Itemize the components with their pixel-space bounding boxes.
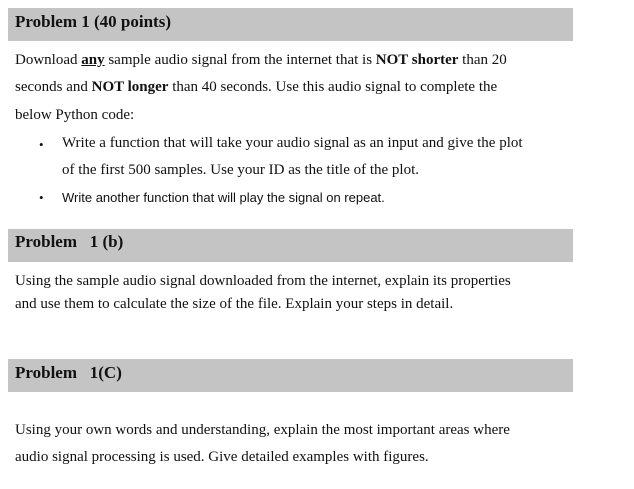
problem-1-line-3: below Python code: <box>15 107 135 123</box>
emphasis-not-shorter: NOT shorter <box>375 52 459 68</box>
problem-1c-heading <box>8 359 573 392</box>
problem-1b-line-1: Using the sample audio signal downloaded from the internet, explain its properties <box>15 273 511 289</box>
problem-1c-heading-text: Problem 1(C) <box>15 363 122 382</box>
text-segment: than 40 seconds. Use this audio signal to complete the <box>168 79 498 95</box>
emphasis-any: any <box>81 52 105 68</box>
bullet-1-line-b: of the first 500 samples. Use your ID as the title of the plot. <box>62 162 420 178</box>
problem-1c-line-1: Using your own words and understanding, explain the most important areas where <box>15 422 510 438</box>
bullet-2-line-a: Write another function that will play the signal on repeat. <box>62 190 385 205</box>
bullet-1-line-a: Write a function that will take your audio signal as an input and give the plot <box>62 135 523 151</box>
bullet-marker: • <box>39 137 44 152</box>
text-segment: Download <box>15 52 82 68</box>
text-segment: sample audio signal from the internet that is <box>104 52 376 68</box>
bullet-marker: • <box>39 190 44 205</box>
problem-1-heading-text: Problem 1 (40 points) <box>15 12 171 31</box>
text-segment: seconds and <box>15 79 92 95</box>
problem-1-line-2 <box>15 79 497 96</box>
emphasis-not-longer: NOT longer <box>91 79 169 95</box>
text-segment: than 20 <box>458 52 507 68</box>
problem-1c-line-2: audio signal processing is used. Give detailed examples with figures. <box>15 449 429 465</box>
problem-1b-line-2: and use them to calculate the size of the file. Explain your steps in detail. <box>15 296 454 312</box>
problem-1b-heading <box>8 229 573 262</box>
problem-1-line-1 <box>15 52 507 69</box>
problem-1b-heading-text: Problem 1 (b) <box>15 232 124 251</box>
problem-1-heading <box>8 8 573 41</box>
